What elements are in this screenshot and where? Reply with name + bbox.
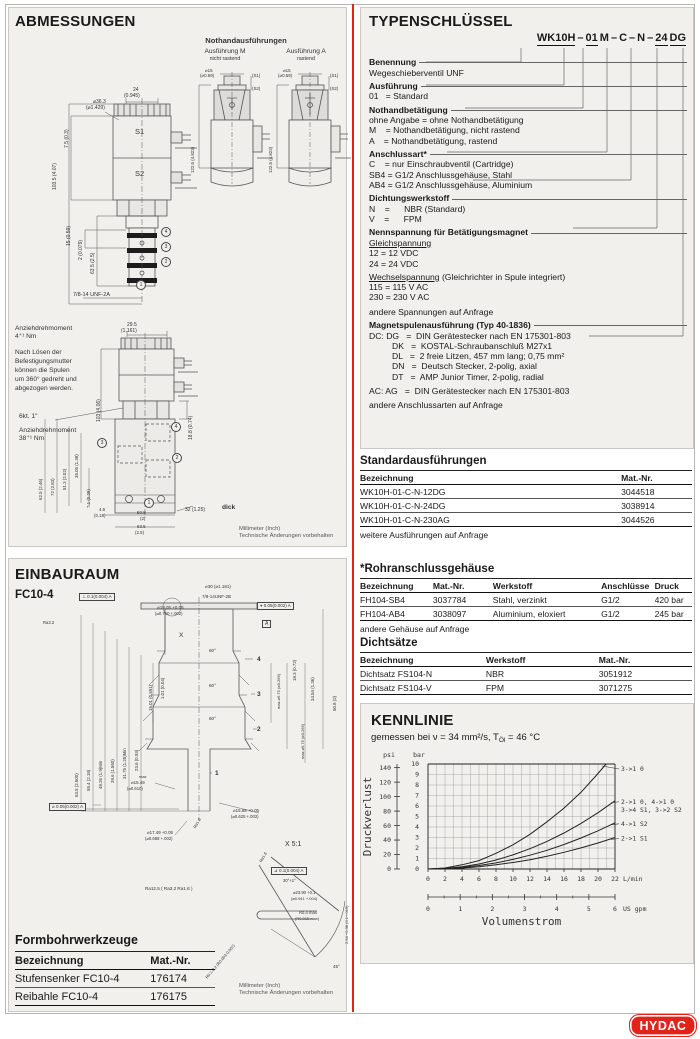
svg-text:4: 4 — [554, 905, 559, 913]
abmessungen-section — [8, 7, 347, 547]
kennlinie-title: KENNLINIE — [371, 712, 454, 729]
hydac-logo: HYDAC — [629, 1014, 697, 1037]
units-note: Millimeter (Inch) Technische Änderungen vorbehalten — [239, 983, 334, 996]
svg-text:60: 60 — [383, 821, 391, 830]
svg-text:80: 80 — [383, 807, 391, 816]
svg-text:6: 6 — [477, 875, 481, 883]
svg-text:2: 2 — [415, 844, 419, 853]
dichtsaetze-title: Dichtsätze — [360, 637, 418, 649]
dichtsaetze-block — [360, 637, 692, 695]
svg-text:US gpm: US gpm — [623, 905, 647, 913]
svg-text:10: 10 — [411, 760, 419, 769]
svg-text:3->1 0: 3->1 0 — [621, 766, 644, 773]
svg-text:4->1 S2: 4->1 S2 — [621, 820, 648, 828]
einbauraum-model: FC10-4 — [15, 589, 54, 601]
svg-text:10: 10 — [509, 875, 517, 883]
dichtsaetze-table: Bezeichnung Werkstoff Mat.-Nr. Dichtsatz FS104-N NBR 3051912 Dichtsatz FS104-V FPM 3071275 — [360, 652, 692, 695]
svg-text:16: 16 — [560, 875, 568, 883]
svg-text:psi: psi — [383, 751, 395, 759]
svg-text:2: 2 — [490, 905, 495, 913]
svg-text:9: 9 — [415, 770, 419, 779]
svg-text:100: 100 — [379, 792, 391, 801]
svg-text:8: 8 — [494, 875, 498, 883]
units-note: Millimeter (Inch) Technische Änderungen vorbehalten — [239, 526, 334, 539]
svg-text:20: 20 — [594, 875, 602, 883]
standard-block — [360, 455, 692, 540]
svg-text:2->1 0, 4->1 0: 2->1 0, 4->1 0 — [621, 798, 675, 806]
typenschluessel-section — [360, 7, 694, 449]
svg-text:0: 0 — [426, 905, 430, 913]
abmessungen-annotations: 24 (0.945) ⌀36.3 (⌀1.429) 7.5 (0.3) 103.5 (4.07) 15 (0.59) 2 (0.079) 63.5 (2.5) S1 S2 4 3 2 1 7/8-14 UNF-2A Nothandausführungen Ausführung M nicht rastend Ausführung A rastend ⌀15 (⌀0.59) (S1) (S2) ⌀15 (⌀0.59) (S1) (S2) 122.5 (4.823) 122.5 (4.823) Anziehdrehmoment 4⁺¹ Nm 29.5 (1.161) Nach Lösen der Befestigungsmutter können die Spulen um 360° gedreht und abgezogen werden. 103 (4.06) 6kt. 1" Anziehdrehmoment 38⁺¹ Nm 18.8 (0.74) 4 3 2 1 62.5 (2.46) 72 (2.83) 51.3 (2.02) 35.05 (1.38) 7.1 (0.28) 4.6 (0.18) 50.8 (2) 63.5 (2.5) 32 (1.25) dick — [15, 36, 339, 535]
svg-text:7: 7 — [415, 791, 419, 800]
svg-text:120: 120 — [379, 778, 391, 787]
gehaeuse-note: andere Gehäuse auf Anfrage — [360, 624, 470, 634]
formbohrwerkzeuge-table: Bezeichnung Mat.-Nr. Stufensenker FC10-4 176174 Reibahle FC10-4 176175 — [15, 951, 215, 1006]
svg-text:0: 0 — [426, 875, 430, 883]
standard-title: Standardausführungen — [360, 455, 487, 467]
svg-text:12: 12 — [526, 875, 534, 883]
kennlinie-subtitle: gemessen bei ν = 34 mm²/s, $T_{Öl} = 46$ °C — [371, 732, 541, 744]
einbauraum-title: EINBAURAUM — [15, 566, 120, 583]
standard-table: Bezeichnung Mat.-Nr. WK10H-01-C-N-12DG 3044518 WK10H-01-C-N-24DG 3038914 WK10H-01-C-N-230AG 3044526 — [360, 470, 692, 527]
svg-text:14: 14 — [543, 875, 551, 883]
svg-text:3: 3 — [522, 905, 527, 913]
svg-text:Druckverlust: Druckverlust — [361, 776, 374, 857]
svg-text:22: 22 — [611, 875, 619, 883]
abmessungen-title: ABMESSUNGEN — [15, 13, 136, 30]
svg-text:0: 0 — [387, 865, 391, 874]
svg-text:5: 5 — [586, 905, 591, 913]
svg-text:3: 3 — [415, 833, 419, 842]
type-code: WK10H – 01 M – C – N – 24 DG — [536, 32, 686, 44]
svg-text:8: 8 — [415, 781, 419, 790]
type-code-legend: Benennung Wegeschieberventil UNF Ausführung 01 = Standard Nothandbetätigung ohne Angabe = ohne Nothandbetätigung M = Nothandbetätigung, nicht rastend A = Nothandbetätigung, rastend Anschlussart* C = nur Einschraubventil (Cartridge) SB4 = G1/2 Anschlussgehäuse, Stahl AB4 = G1/2 Anschlussgehäuse, Aluminium Dichtungswerkstoff N = NBR (Standard) V = FPM Nennspannung für Betätigungsmagnet Gleichspannung 12 = 12 VDC 24 = 24 VDC Wechselspannung (Gleichrichter in Spule integriert) 115 = 115 V AC 230 = 230 V AC andere Spannungen auf Anfrage Magnetspulenausführung (Typ 40-1836) DC: DG = DIN Gerätestecker nach EN 175301-803 DK = KOSTAL-Schraubanschluß M27x1 DL = 2 freie Litzen, 457 mm lang; 0,75 mm² DN = Deutsch Stecker, 2-polig, axial DT = AMP Junior Timer, 2-polig, radial AC: AG = DIN Gerätestecker nach EN 175301-803 andere Anschlussarten auf Anfrage — [369, 54, 687, 411]
svg-text:40: 40 — [383, 836, 391, 845]
column-divider — [352, 4, 354, 1012]
svg-text:6: 6 — [415, 802, 419, 811]
gehaeuse-table: Bezeichnung Mat.-Nr. Werkstoff Anschlüsse Druck FH104-SB4 3037784 Stahl, verzinkt G1/2 420 bar FH104-AB4 3038097 Aluminium, eloxiert G1/2 245 bar — [360, 578, 692, 621]
svg-text:L/min: L/min — [623, 875, 643, 883]
typenschluessel-title: TYPENSCHLÜSSEL — [369, 13, 513, 30]
svg-text:5: 5 — [415, 812, 419, 821]
standard-note: weitere Ausführungen auf Anfrage — [360, 530, 489, 540]
svg-text:2->1 S1: 2->1 S1 — [621, 835, 648, 843]
kennlinie-chart — [361, 749, 693, 954]
gehaeuse-block — [360, 563, 692, 634]
svg-text:bar: bar — [413, 751, 425, 759]
formbohrwerkzeuge-title: Formbohrwerkzeuge — [15, 933, 138, 947]
svg-text:1: 1 — [458, 905, 463, 913]
svg-text:4: 4 — [460, 875, 464, 883]
svg-text:Volumenstrom: Volumenstrom — [481, 915, 562, 928]
einbauraum-section — [8, 558, 347, 1012]
einbauraum-annotations: ⊥ 0.1(0.004) A ⌀30 (⌀1.181) 7/8-14UNF-2B ⌀19.05 +0.05 (⌀0.750 +.002) ⌖ 0.05(0.002) A A X Ra3.2 63.5 (2.500) 55.4 (2.18) 48.26 (1.9)Min 39.6 (1.560) 31.75 (1.25)Min 23.6 (0.93) 15.01 (0.591) 1.01 (0.04) 60° 60° 60° 4 3 2 1 18.3 (0.72) 34.54 (1.36) 50.8 (2) max ⌀6.75 (⌀0.266) max ⌀6.75 (⌀0.266) max ⌀15.49 (⌀0.610) ⌀ 0.05(0.002) A Ra1.6 ⌀17.49 +0.05 (⌀0.688 +.002) ⌀15.88 +0.05 (⌀0.625 +.002) X 5:1 Ra1.6 Ra12.5 ( Ra3.2 Ra1.6 ) ⊿ 0.1(0.004) A 30°+1° ⌀23.90 +0.1 (⌀0.941 +.004) R0.4 max (R0.015 max) 2.54 +0.38 (0.1+.015) 45° R0.1-0.2 (R0.003-0.007) — [43, 584, 349, 980]
svg-text:3->4 S1, 3->2 S2: 3->4 S1, 3->2 S2 — [621, 806, 682, 814]
gehaeuse-title: *Rohranschlussgehäuse — [360, 563, 495, 575]
svg-text:18: 18 — [577, 875, 585, 883]
svg-text:1: 1 — [415, 854, 419, 863]
svg-text:20: 20 — [383, 850, 391, 859]
svg-text:0: 0 — [415, 865, 419, 874]
svg-text:140: 140 — [379, 763, 391, 772]
svg-text:2: 2 — [443, 875, 447, 883]
svg-text:6: 6 — [613, 905, 617, 913]
svg-text:4: 4 — [415, 823, 419, 832]
kennlinie-section — [360, 703, 694, 964]
